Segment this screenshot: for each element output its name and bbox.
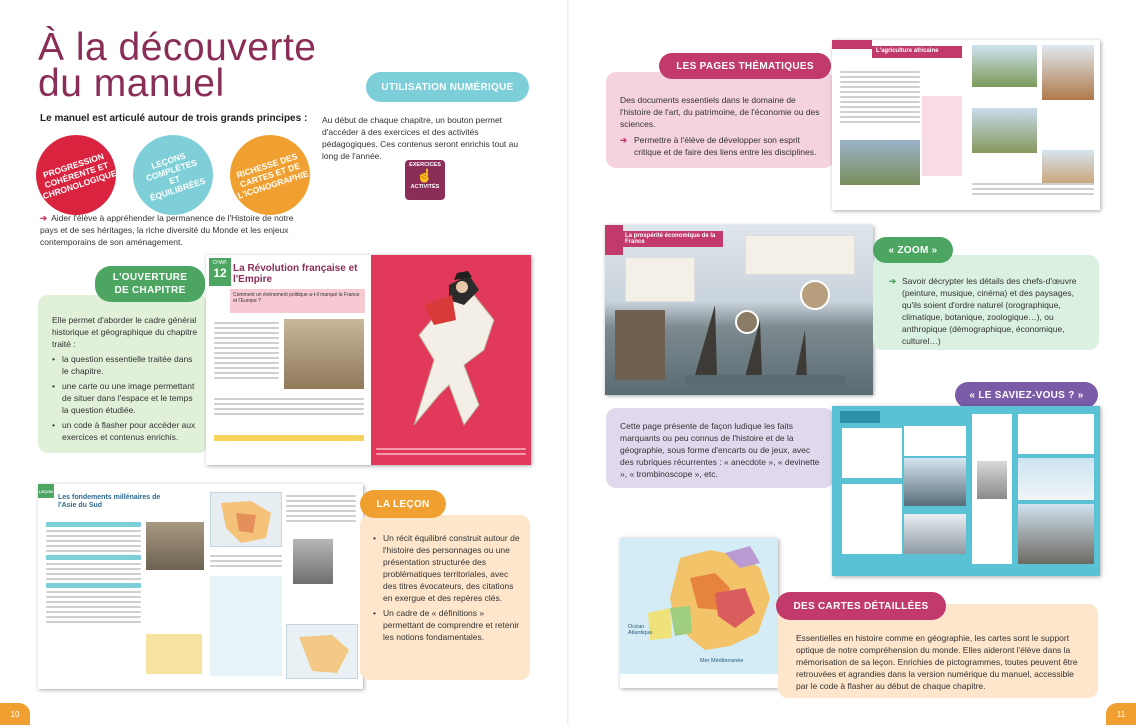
principle-progression: PROGRESSION COHÉRENTE ET CHRONOLOGIQUE <box>36 135 116 215</box>
napoleon-painting <box>394 265 514 435</box>
principles-text: ➔ Aider l'élève à appréhender la permanence de l'Histoire de notre pays et de ses héritages, la riche diversité du Monde et les enjeux contemporains de son aménagement. <box>40 213 294 247</box>
thematic-photo-2 <box>972 45 1037 87</box>
cartes-label: DES CARTES DÉTAILLÉES <box>776 592 946 620</box>
zoom-text: ➔ Savoir décrypter les détails des chefs-d'œuvre (peinture, musique, cinéma) et des paysages, qu'ils soient d'ordre naturel (orographique, climatique, botanique, zoologique…), ou anthropique (démographique, économique, culturel…) <box>889 276 1077 346</box>
principles-intro: Le manuel est articulé autour de trois grands principes : <box>40 113 308 124</box>
page-number-left: 10 <box>0 703 30 725</box>
map-label-mediterranee: Mer Méditerranée <box>700 658 744 664</box>
lesson-map-2 <box>286 624 358 679</box>
devinette-box <box>842 428 902 478</box>
definition-box <box>922 96 962 176</box>
definitions-box <box>146 634 202 674</box>
lesson-document <box>210 576 282 676</box>
lecon-label: LA LEÇON <box>360 490 446 518</box>
statue-image <box>146 522 204 570</box>
saviez-tag <box>840 411 880 423</box>
lesson-title: Les fondements millénaires de l'Asie du Sud <box>58 494 161 509</box>
thematic-photo-4 <box>972 108 1037 153</box>
page-number-right: 11 <box>1106 703 1136 725</box>
zoom-title: La prospérité économique de la France <box>623 231 723 247</box>
europe-map <box>620 538 778 688</box>
cartes-text: Essentielles en histoire comme en géographie, les cartes sont le support optique de notre compréhension du monde. Elles aideront l'élève dans la mémorisation de sa leçon. Enrichies de pictogrammes, toutes peuvent être retrouvées et agrandies dans la version numérique du manuel, accessible par le code à flasher au début de chaque chapitre. <box>796 633 1078 691</box>
saviez-spread <box>832 406 1100 576</box>
thematic-photo-1 <box>840 140 920 185</box>
building-photo <box>904 514 966 554</box>
lesson-tag: LEÇON <box>38 484 54 498</box>
painting-ships <box>685 295 845 385</box>
ship-photo <box>904 458 966 506</box>
thematiques-text: Des documents essentiels dans le domaine de l'histoire de l'art, du patrimoine, de l'économie ou des sciences. ➔ Permettre à l'élève de développer son esprit critique et de faire des liens entre les disciplines. <box>620 95 820 157</box>
chapter-title: La Révolution française et l'Empire <box>233 263 358 285</box>
lesson-map <box>210 492 282 547</box>
arrow-icon: ➔ <box>620 135 628 145</box>
thematiques-label: LES PAGES THÉMATIQUES <box>659 53 831 79</box>
numerique-label: UTILISATION NUMÉRIQUE <box>366 72 529 102</box>
road-photo <box>1018 504 1094 564</box>
zoom-spread <box>605 225 873 395</box>
saviez-label: « LE SAVIEZ-VOUS ? » <box>955 382 1098 408</box>
trombinoscope-portrait <box>977 461 1007 499</box>
map-legend <box>620 674 778 688</box>
zoom-tag <box>605 225 623 255</box>
arrow-icon: ➔ <box>40 213 48 223</box>
zoom-textbox-2 <box>745 235 855 275</box>
numerique-text: Au début de chaque chapitre, un bouton permet d'accéder à des exercices et des activités pédagogiques. Ces contenus seront enrichis tout au long de l'année. <box>322 115 519 161</box>
thematic-photo-3 <box>1042 45 1094 100</box>
chapter-opening-spread <box>206 255 531 465</box>
ouverture-label: L'OUVERTURE DE CHAPITRE <box>95 266 205 302</box>
principle-lecons: LEÇONS COMPLÈTES ET ÉQUILIBRÉES <box>133 135 213 215</box>
lesson-spread <box>38 484 363 689</box>
chapter-timeline <box>214 435 364 441</box>
page-fold <box>567 0 569 725</box>
page-title: À la découverte du manuel <box>38 26 317 105</box>
saviez-text: Cette page présente de façon ludique les faits marquants ou peu connus de l'histoire et de la géographie, sous forme d'encarts ou de jeux, avec des rubriques récurrentes : « anecdote », « devinette », « trombinoscope », etc. <box>620 421 820 479</box>
bastille-image <box>284 319 364 389</box>
quiz-box <box>842 484 902 554</box>
plane-photo <box>1018 458 1094 500</box>
hand-pointer-icon: ☝ <box>416 168 434 183</box>
thematic-tag <box>832 40 872 49</box>
arrow-icon: ➔ <box>889 276 897 286</box>
map-label-atlantique: Océan Atlantique <box>628 624 653 636</box>
thematic-title: L'agriculture africaine <box>872 46 962 58</box>
zoom-label: « ZOOM » <box>873 237 953 263</box>
ouverture-text: Elle permet d'aborder le cadre général historique et géographique du chapitre traité : • la question essentielle traitée dans le chapitre. • une carte ou une image permettant de situer dans l'espace et le temps la question étudiée. • un code à flasher pour accéder aux exercices et contenus enrichis. <box>52 314 200 446</box>
chapter-number-badge: CHAP. 12 <box>209 258 231 286</box>
portrait-image <box>293 539 333 584</box>
painting-buildings <box>615 310 665 380</box>
thematic-spread <box>832 40 1100 210</box>
saviez-text-box <box>1018 414 1094 454</box>
principle-richesse: RICHESSE DES CARTES ET DE L'ICONOGRAPHIE <box>230 135 310 215</box>
exercices-badge[interactable]: EXERCICES ☝ ACTIVITÉS <box>405 160 445 200</box>
lecon-text: • Un récit équilibré construit autour de l'histoire des personnages ou une présentation structurée des problématiques territoriales, avec des titres évocateurs, des citations en exergue et des repères clés. • Un cadre de « définitions » permettant de comprendre et retenir les notions fondamentales. <box>373 532 523 646</box>
chapter-question: Comment un événement politique a-t-il marqué la France et l'Europe ? <box>230 289 365 313</box>
anecdote-box <box>904 426 966 456</box>
